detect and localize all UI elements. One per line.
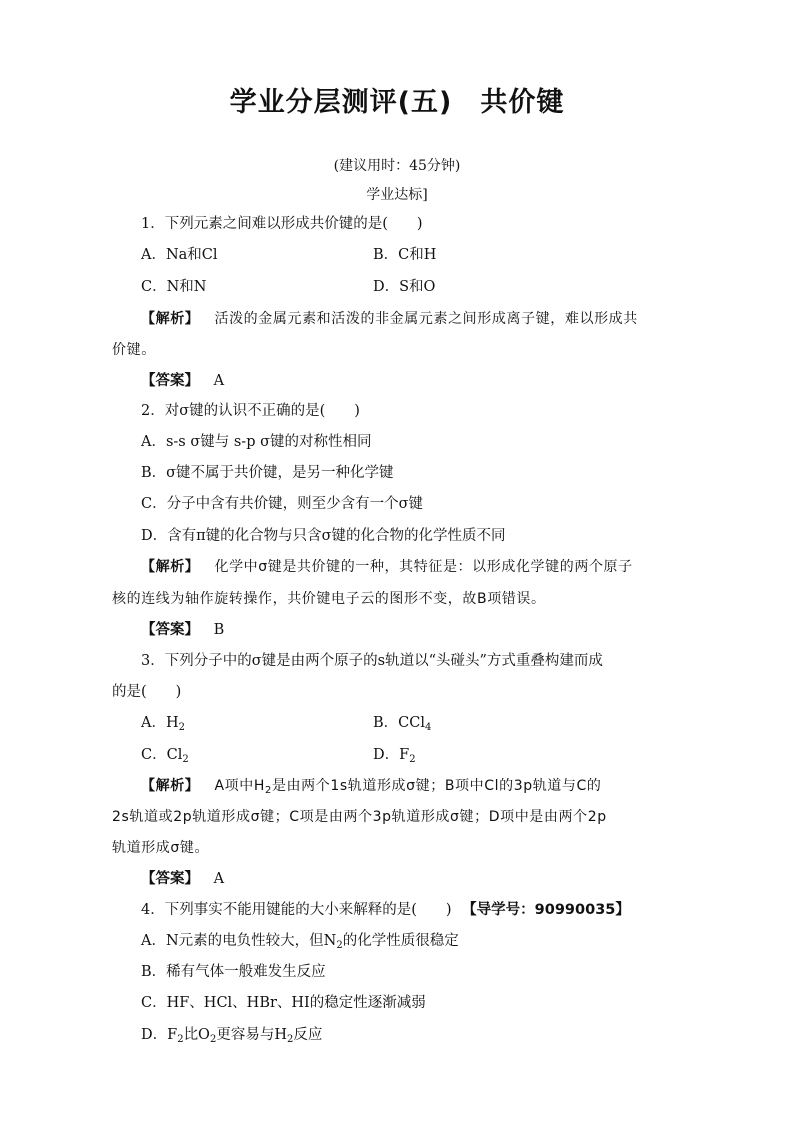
q3-analysis-text-2: 2s轨道或2p轨道形成σ键；C项是由两个3p轨道形成σ键；D项中是由两个2p [112,809,607,825]
q1-analysis [141,309,721,329]
page-title: 学业分层测评(五) 共价键 [229,87,565,118]
analysis-label: 【解析】 [141,311,200,327]
answer-label: 【答案】 [141,871,199,887]
q1-analysis-text-1: 活泼的金属元素和活泼的非金属元素之间形成离子键，难以形成共 [214,311,638,327]
q4-option-b: B．稀有气体一般难发生反应 [141,964,326,980]
q4-stem: 4．下列事实不能用键能的大小来解释的是( ) 【导学号：90990035】 [141,902,630,918]
answer-label: 【答案】 [141,622,199,638]
q3-stem-1: 3．下列分子中的σ键是由两个原子的s轨道以“头碰头”方式重叠构建而成 [141,653,603,669]
q3-option-a: A．$H_2$ [141,715,185,733]
q2-answer-value: B [213,622,225,638]
q3-option-d: D．$F_2$ [373,747,416,765]
q1-options-ab [141,245,721,265]
analysis-label: 【解析】 [141,559,200,575]
q2-option-a: A．s-s σ键与 s-p σ键的对称性相同 [141,434,372,450]
q1-option-c: C．N和N [141,279,207,295]
q1-answer-value: A [213,373,225,389]
q2-option-c: C．分子中含有共价键，则至少含有一个σ键 [141,496,423,512]
q3-stem-2: 的是( ) [112,684,182,700]
q4-option-c: C．HF、HCl、HBr、HI的稳定性逐渐减弱 [141,995,426,1011]
q1-answer [141,371,721,391]
answer-label: 【答案】 [141,373,199,389]
q3-analysis-text-1: A项中$H_2$是由两个1s轨道形成σ键；B项中Cl的3p轨道与C的 [214,778,602,796]
q3-analysis [141,776,721,796]
analysis-label: 【解析】 [141,778,200,794]
q1-option-d: D．S和O [373,279,436,295]
q1-stem: 1．下列元素之间难以形成共价键的是( ) [141,216,423,232]
q3-answer-value: A [213,871,225,887]
q2-analysis [141,557,721,577]
q4-option-d: D．$F_2$比$O_2$更容易与$H_2$反应 [141,1027,323,1045]
q2-analysis-text-2: 核的连线为轴作旋转操作，共价键电子云的图形不变，故B项错误。 [112,591,546,607]
q3-analysis-text-3: 轨道形成σ键。 [112,840,210,856]
q1-analysis-text-2: 价键。 [112,342,156,358]
q3-answer [141,869,721,889]
time-note: (建议用时：45分钟) [333,158,461,174]
q2-stem: 2．对σ键的认识不正确的是( ) [141,403,360,419]
q2-analysis-text-1: 化学中σ键是共价键的一种，其特征是：以形成化学键的两个原子 [214,559,633,575]
q3-option-c: C．$Cl_2$ [141,747,189,765]
guide-number: 【导学号：90990035】 [462,902,630,918]
q2-option-d: D．含有π键的化合物与只含σ键的化合物的化学性质不同 [141,528,506,544]
q1-option-a: A．Na和Cl [141,247,218,263]
q2-option-b: B．σ键不属于共价键，是另一种化学键 [141,465,394,481]
q1-option-b: B．C和H [373,247,437,263]
q1-options-cd [141,277,721,297]
q3-options-cd [141,745,721,765]
section-heading: 学业达标] [366,187,428,203]
q2-answer [141,620,721,640]
q3-options-ab [141,713,721,733]
q3-option-b: B．CCl$_4$ [373,715,432,733]
q4-option-a: A．N元素的电负性较大，但$N_2$的化学性质很稳定 [141,933,459,951]
